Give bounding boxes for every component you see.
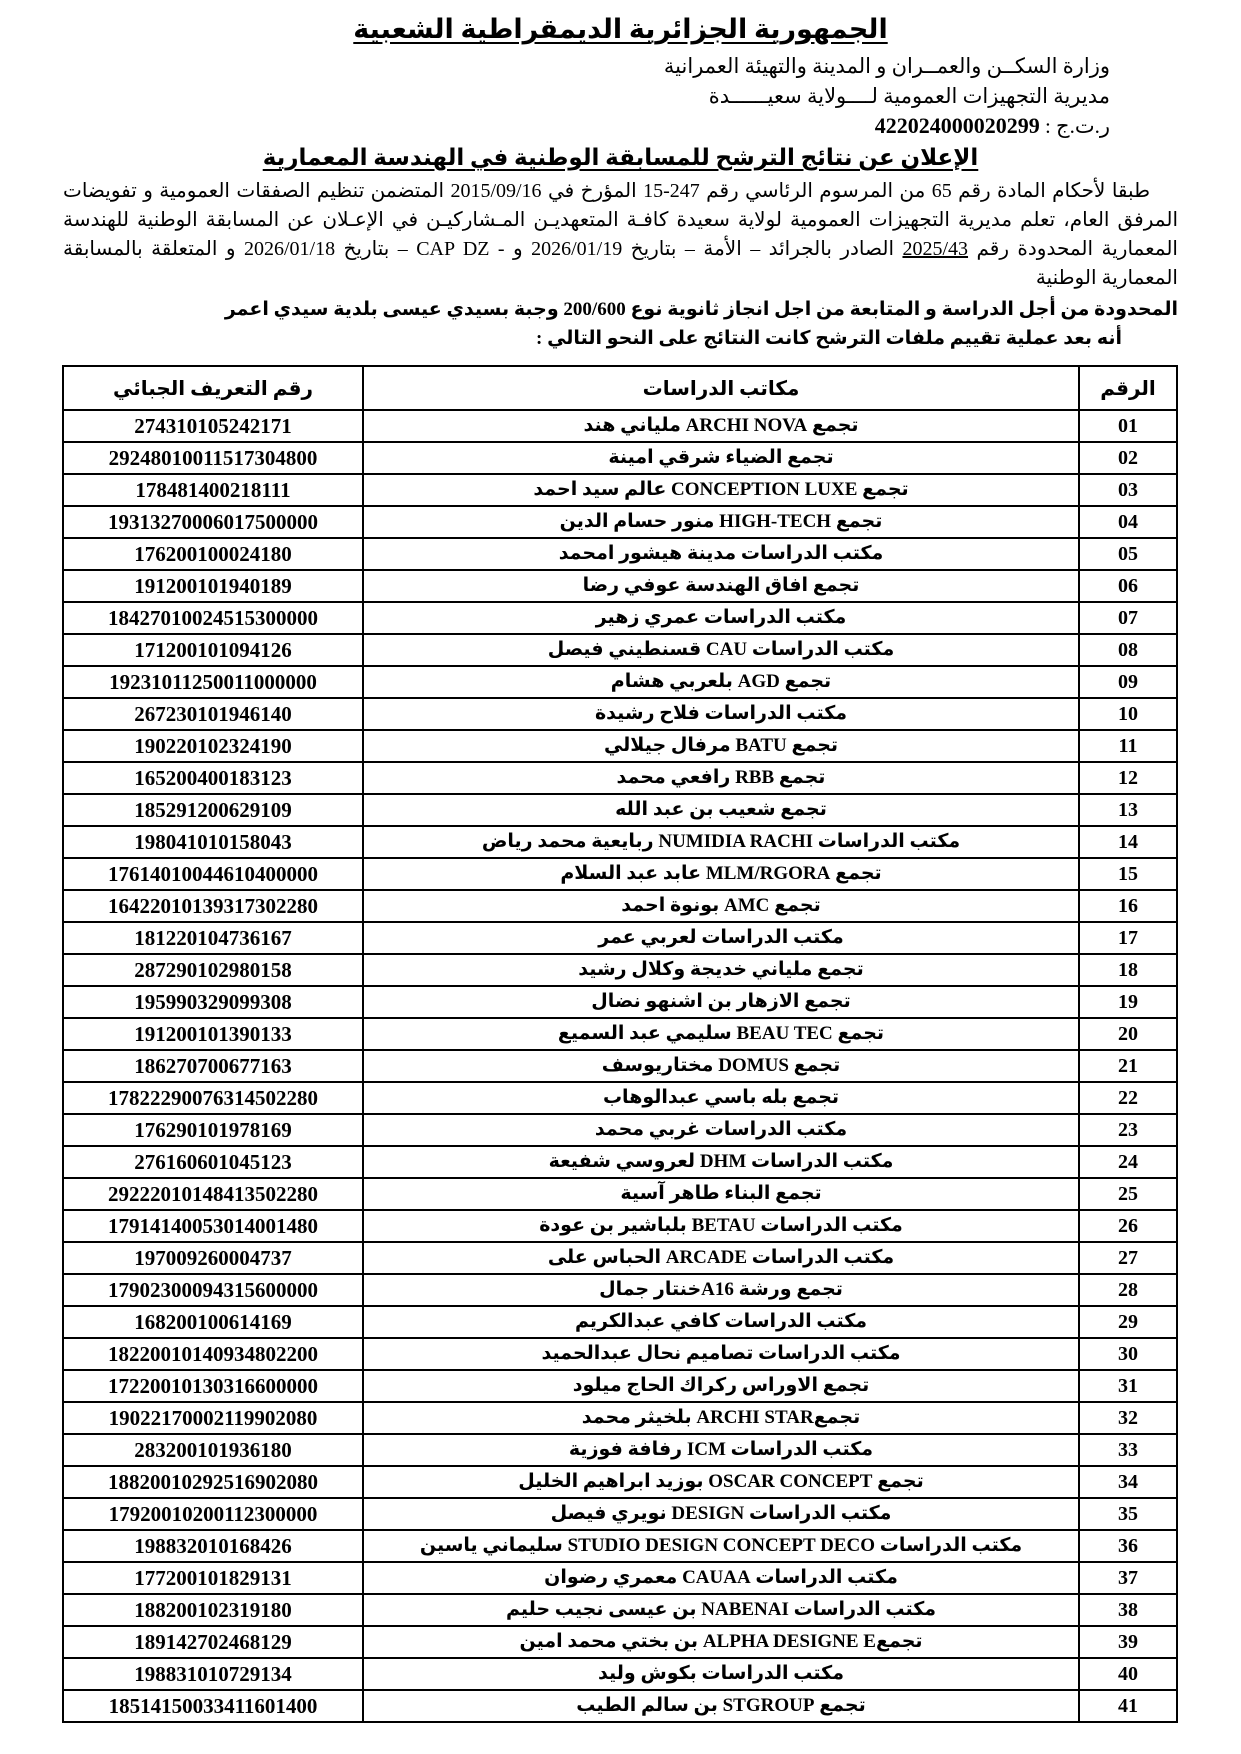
project-description-line: المحدودة من أجل الدراسة و المتابعة من اجل انجاز ثانوية نوع 200/600 وجبة بسيدي عيسى بلدية سيدي اعمر <box>224 299 1178 320</box>
header-rank: الرقم <box>1079 366 1177 410</box>
table-row <box>63 858 1177 890</box>
nif-cell: 267230101946140 <box>63 698 363 730</box>
rank-cell: 33 <box>1079 1434 1177 1466</box>
table-row <box>63 1658 1177 1690</box>
table-row <box>63 986 1177 1018</box>
nif-cell: 195990329099308 <box>63 986 363 1018</box>
nif-cell: 18220010140934802200 <box>63 1338 363 1370</box>
rank-cell: 13 <box>1079 794 1177 826</box>
table-row <box>63 442 1177 474</box>
intro-part-1: طبقا لأحكام المادة رقم 65 من المرسوم الرئاسي رقم 247-15 المؤرخ في 2015/09/16 المتضمن تنظيم الصفقات العمومية و تفويضات المرفق العام، تعلم مديرية التجهيزات العمومية لولاية سعيدة كافـة المتعهديـن المـشاركيـن في الإعـلان عن المسابقة الوطنية للهندسة المعمارية المحدودة رقم <box>63 180 1178 260</box>
table-row <box>63 1210 1177 1242</box>
table-row <box>63 1594 1177 1626</box>
table-row <box>63 1466 1177 1498</box>
nif-cell: 19022170002119902080 <box>63 1402 363 1434</box>
rank-cell: 15 <box>1079 858 1177 890</box>
office-cell: مكتب الدراسات CAU قسنطيني فيصل <box>363 634 1079 666</box>
table-row <box>63 1338 1177 1370</box>
rank-cell: 02 <box>1079 442 1177 474</box>
rank-cell: 24 <box>1079 1146 1177 1178</box>
table-row <box>63 730 1177 762</box>
rank-cell: 36 <box>1079 1530 1177 1562</box>
office-cell: تجمع BEAU TEC سليمي عبد السميع <box>363 1018 1079 1050</box>
rank-cell: 40 <box>1079 1658 1177 1690</box>
table-row <box>63 1050 1177 1082</box>
nif-cell: 17220010130316600000 <box>63 1370 363 1402</box>
rank-cell: 04 <box>1079 506 1177 538</box>
rank-cell: 11 <box>1079 730 1177 762</box>
ministry-line: وزارة السكــن والعمــران و المدينة والتهيئة العمرانية <box>663 54 1110 78</box>
rank-cell: 21 <box>1079 1050 1177 1082</box>
office-cell: تجمعARCHI STAR بلخيثر محمد <box>363 1402 1079 1434</box>
rank-cell: 31 <box>1079 1370 1177 1402</box>
results-table-body <box>63 410 1177 1722</box>
rank-cell: 27 <box>1079 1242 1177 1274</box>
rank-cell: 20 <box>1079 1018 1177 1050</box>
nif-cell: 198832010168426 <box>63 1530 363 1562</box>
table-row <box>63 1402 1177 1434</box>
rank-cell: 37 <box>1079 1562 1177 1594</box>
rank-cell: 01 <box>1079 410 1177 442</box>
table-row <box>63 1498 1177 1530</box>
nif-cell: 283200101936180 <box>63 1434 363 1466</box>
office-cell: تجمع AMC بونوة احمد <box>363 890 1079 922</box>
office-cell: تجمعE‏ ALPHA DESIGNE بن بختي محمد امين <box>363 1626 1079 1658</box>
header-nif: رقم التعريف الجبائي <box>63 366 363 410</box>
rank-cell: 38 <box>1079 1594 1177 1626</box>
nif-cell: 198831010729134 <box>63 1658 363 1690</box>
nif-cell: 189142702468129 <box>63 1626 363 1658</box>
office-cell: تجمع MLM/RGORA عابد عبد السلام <box>363 858 1079 890</box>
table-row <box>63 1370 1177 1402</box>
office-cell: مكتب الدراسات غربي محمد <box>363 1114 1079 1146</box>
republic-title <box>63 14 1178 45</box>
rank-cell: 28 <box>1079 1274 1177 1306</box>
office-cell: مكتب الدراسات DESIGN نويري فيصل <box>363 1498 1079 1530</box>
intro-paragraph <box>63 177 1178 293</box>
nif-cell: 29248010011517304800 <box>63 442 363 474</box>
nif-cell: 197009260004737 <box>63 1242 363 1274</box>
nif-cell: 181220104736167 <box>63 922 363 954</box>
rank-cell: 03 <box>1079 474 1177 506</box>
office-cell: تجمع STGROUP بن سالم الطيب <box>363 1690 1079 1722</box>
announcement-title-text: الإعلان عن نتائج الترشح للمسابقة الوطنية في الهندسة المعمارية <box>262 145 979 170</box>
rank-cell: 39 <box>1079 1626 1177 1658</box>
rank-cell: 26 <box>1079 1210 1177 1242</box>
table-row <box>63 1082 1177 1114</box>
nif-cell: 191200101940189 <box>63 570 363 602</box>
rank-cell: 18 <box>1079 954 1177 986</box>
table-row <box>63 1274 1177 1306</box>
office-cell: مكتب الدراسات BETAU بلباشير بن عودة <box>363 1210 1079 1242</box>
office-cell: تجمع الضياء شرقي امينة <box>363 442 1079 474</box>
nif-cell: 29222010148413502280 <box>63 1178 363 1210</box>
nif-cell: 274310105242171 <box>63 410 363 442</box>
office-cell: مكتب الدراسات NUMIDIA RACHI ربايعية محمد رياض <box>363 826 1079 858</box>
nif-cell: 191200101390133 <box>63 1018 363 1050</box>
office-cell: تجمع DOMUS مختاريوسف <box>363 1050 1079 1082</box>
nif-cell: 178481400218111 <box>63 474 363 506</box>
nif-cell: 19231011250011000000 <box>63 666 363 698</box>
office-cell: مكتب الدراسات عمري زهير <box>363 602 1079 634</box>
nif-cell: 17902300094315600000 <box>63 1274 363 1306</box>
directorate-line: مديرية التجهيزات العمومية لــــولاية سعيــــــدة <box>708 84 1110 108</box>
nif-cell: 198041010158043 <box>63 826 363 858</box>
office-cell: تجمع RBB رافعي محمد <box>363 762 1079 794</box>
table-row <box>63 1146 1177 1178</box>
rc-label: ر.ت.ج : <box>1039 114 1110 138</box>
office-cell: مكتب الدراسات ICM رفافة فوزية <box>363 1434 1079 1466</box>
nif-cell: 287290102980158 <box>63 954 363 986</box>
rank-cell: 09 <box>1079 666 1177 698</box>
table-row <box>63 954 1177 986</box>
header-office: مكاتب الدراسات <box>363 366 1079 410</box>
office-cell: تجمع الاوراس ركراك الحاج ميلود <box>363 1370 1079 1402</box>
rc-line <box>63 111 1178 141</box>
table-row <box>63 1114 1177 1146</box>
rank-cell: 32 <box>1079 1402 1177 1434</box>
nif-cell: 188200102319180 <box>63 1594 363 1626</box>
nif-cell: 176290101978169 <box>63 1114 363 1146</box>
office-cell: مكتب الدراسات STUDIO DESIGN CONCEPT DECO سليماني ياسين <box>363 1530 1079 1562</box>
office-cell: تجمع بله باسي عبدالوهاب <box>363 1082 1079 1114</box>
table-row <box>63 890 1177 922</box>
results-table-header <box>63 366 1177 410</box>
office-cell: مكتب الدراسات NABENAI بن عيسى نجيب حليم <box>363 1594 1079 1626</box>
office-cell: تجمع CONCEPTION LUXE عالم سيد احمد <box>363 474 1079 506</box>
nif-cell: 165200400183123 <box>63 762 363 794</box>
rank-cell: 19 <box>1079 986 1177 1018</box>
office-cell: تجمع شعيب بن عبد الله <box>363 794 1079 826</box>
office-cell: تجمع البناء طاهر آسية <box>363 1178 1079 1210</box>
nif-cell: 177200101829131 <box>63 1562 363 1594</box>
nif-cell: 168200100614169 <box>63 1306 363 1338</box>
office-cell: تجمع ملياني خديجة وكلال رشيد <box>363 954 1079 986</box>
table-row <box>63 570 1177 602</box>
office-cell: مكتب الدراسات كافي عبدالكريم <box>363 1306 1079 1338</box>
rank-cell: 35 <box>1079 1498 1177 1530</box>
rank-cell: 06 <box>1079 570 1177 602</box>
table-row <box>63 922 1177 954</box>
nif-cell: 185291200629109 <box>63 794 363 826</box>
table-row <box>63 1242 1177 1274</box>
nif-cell: 176200100024180 <box>63 538 363 570</box>
table-row <box>63 1306 1177 1338</box>
office-cell: مكتب الدراسات ARCADE الحباس على <box>363 1242 1079 1274</box>
rank-cell: 34 <box>1079 1466 1177 1498</box>
office-cell: مكتب الدراسات DHM لعروسي شفيعة <box>363 1146 1079 1178</box>
nif-cell: 17822290076314502280 <box>63 1082 363 1114</box>
results-intro-line: أنه بعد عملية تقييم ملفات الترشح كانت النتائج على النحو التالي : <box>536 328 1122 349</box>
rank-cell: 10 <box>1079 698 1177 730</box>
table-row <box>63 474 1177 506</box>
republic-title-text: الجمهورية الجزائرية الديمقراطية الشعبية <box>353 14 888 44</box>
nif-cell: 186270700677163 <box>63 1050 363 1082</box>
table-row <box>63 1018 1177 1050</box>
table-row <box>63 1690 1177 1722</box>
table-row <box>63 538 1177 570</box>
nif-cell: 18820010292516902080 <box>63 1466 363 1498</box>
office-cell: تجمع الازهار بن اشنهو نضال <box>363 986 1079 1018</box>
intro-part-2: الصادر بالجرائد – الأمة – بتاريخ 2026/01/19 و - CAP DZ – بتاريخ 2026/01/18 و المتعلقة بالمسابقة المعمارية الوطنية <box>63 238 1178 289</box>
nif-cell: 19313270006017500000 <box>63 506 363 538</box>
office-cell: مكتب الدراسات مدينة هيشور امحمد <box>363 538 1079 570</box>
rank-cell: 14 <box>1079 826 1177 858</box>
office-cell: تجمع ARCHI NOVA ملياني هند <box>363 410 1079 442</box>
nif-cell: 17914140053014001480 <box>63 1210 363 1242</box>
office-cell: تجمع ورشة A16خنتار جمال <box>363 1274 1079 1306</box>
table-row <box>63 410 1177 442</box>
rc-number: 422024000020299 <box>874 113 1040 138</box>
office-cell: تجمع BATU مرفال جيلالي <box>363 730 1079 762</box>
table-row <box>63 666 1177 698</box>
office-cell: مكتب الدراسات تصاميم نحال عبدالحميد <box>363 1338 1079 1370</box>
nif-cell: 18427010024515300000 <box>63 602 363 634</box>
table-row <box>63 826 1177 858</box>
rank-cell: 25 <box>1079 1178 1177 1210</box>
announcement-title <box>63 145 1178 171</box>
nif-cell: 171200101094126 <box>63 634 363 666</box>
intro-reference-number: 2025/43 <box>902 238 969 260</box>
rank-cell: 12 <box>1079 762 1177 794</box>
office-cell: تجمع HIGH-TECH منور حسام الدين <box>363 506 1079 538</box>
table-row <box>63 1434 1177 1466</box>
rank-cell: 22 <box>1079 1082 1177 1114</box>
table-row <box>63 762 1177 794</box>
table-row <box>63 1626 1177 1658</box>
table-row <box>63 634 1177 666</box>
office-cell: مكتب الدراسات لعربي عمر <box>363 922 1079 954</box>
nif-cell: 17614010044610400000 <box>63 858 363 890</box>
rank-cell: 16 <box>1079 890 1177 922</box>
nif-cell: 16422010139317302280 <box>63 890 363 922</box>
rank-cell: 08 <box>1079 634 1177 666</box>
table-row <box>63 698 1177 730</box>
table-row <box>63 1178 1177 1210</box>
table-row <box>63 794 1177 826</box>
rank-cell: 07 <box>1079 602 1177 634</box>
nif-cell: 276160601045123 <box>63 1146 363 1178</box>
header-row <box>63 366 1177 410</box>
office-cell: مكتب الدراسات فلاح رشيدة <box>363 698 1079 730</box>
rank-cell: 41 <box>1079 1690 1177 1722</box>
nif-cell: 17920010200112300000 <box>63 1498 363 1530</box>
office-cell: تجمع افاق الهندسة عوفي رضا <box>363 570 1079 602</box>
nif-cell: 18514150033411601400 <box>63 1690 363 1722</box>
rank-cell: 17 <box>1079 922 1177 954</box>
office-cell: تجمع OSCAR CONCEPT بوزيد ابراهيم الخليل <box>363 1466 1079 1498</box>
rank-cell: 29 <box>1079 1306 1177 1338</box>
office-cell: مكتب الدراسات CAUAA معمري رضوان <box>363 1562 1079 1594</box>
office-cell: مكتب الدراسات بكوش وليد <box>363 1658 1079 1690</box>
table-row <box>63 1530 1177 1562</box>
nif-cell: 190220102324190 <box>63 730 363 762</box>
table-row <box>63 506 1177 538</box>
table-row <box>63 1562 1177 1594</box>
office-cell: تجمع AGD بلعربي هشام <box>363 666 1079 698</box>
rank-cell: 30 <box>1079 1338 1177 1370</box>
results-table <box>62 365 1178 1723</box>
rank-cell: 23 <box>1079 1114 1177 1146</box>
table-row <box>63 602 1177 634</box>
rank-cell: 05 <box>1079 538 1177 570</box>
